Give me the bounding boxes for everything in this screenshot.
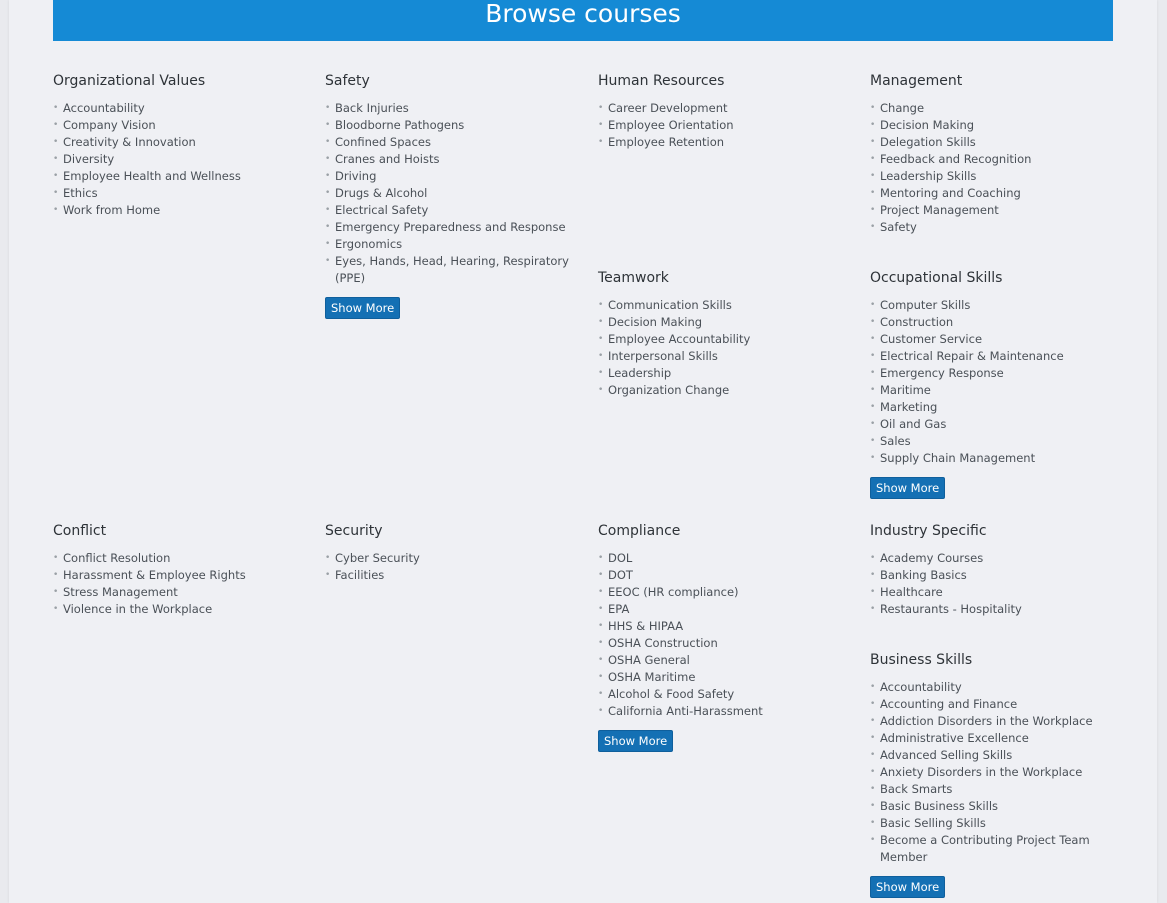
category-management bbox=[870, 72, 1115, 236]
course-link[interactable]: • OSHA Construction bbox=[598, 635, 843, 652]
course-link[interactable]: • DOT bbox=[598, 567, 843, 584]
category-title[interactable]: Organizational Values bbox=[53, 73, 206, 89]
course-link[interactable]: • Organization Change bbox=[598, 382, 843, 399]
category-business-skills bbox=[870, 651, 1115, 898]
category-title[interactable]: Compliance bbox=[598, 523, 681, 539]
course-link[interactable]: • Sales bbox=[870, 433, 1115, 450]
course-link[interactable]: • Work from Home bbox=[53, 202, 298, 219]
category-title[interactable]: Business Skills bbox=[870, 652, 973, 668]
course-link[interactable]: • Basic Business Skills bbox=[870, 798, 1115, 815]
category-security bbox=[325, 522, 570, 584]
course-link[interactable]: • Decision Making bbox=[598, 314, 843, 331]
course-list bbox=[870, 679, 1115, 866]
course-link[interactable]: • Ethics bbox=[53, 185, 298, 202]
show-more-button[interactable]: Show More bbox=[870, 876, 945, 898]
course-link[interactable]: • Confined Spaces bbox=[325, 134, 570, 151]
course-link[interactable]: • Interpersonal Skills bbox=[598, 348, 843, 365]
course-link[interactable]: • Basic Selling Skills bbox=[870, 815, 1115, 832]
category-conflict bbox=[53, 522, 298, 618]
course-link[interactable]: • DOL bbox=[598, 550, 843, 567]
course-link[interactable]: • Accountability bbox=[870, 679, 1115, 696]
course-link[interactable]: • Mentoring and Coaching bbox=[870, 185, 1115, 202]
course-link[interactable]: • Healthcare bbox=[870, 584, 1115, 601]
course-link[interactable]: • HHS & HIPAA bbox=[598, 618, 843, 635]
course-link[interactable]: • Become a Contributing Project Team Member bbox=[870, 832, 1115, 866]
category-compliance bbox=[598, 522, 843, 752]
category-occupational-skills bbox=[870, 269, 1115, 499]
course-link[interactable]: • Company Vision bbox=[53, 117, 298, 134]
course-link[interactable]: • Ergonomics bbox=[325, 236, 570, 253]
course-link[interactable]: • Facilities bbox=[325, 567, 570, 584]
course-link[interactable]: • Academy Courses bbox=[870, 550, 1115, 567]
course-link[interactable]: • Cranes and Hoists bbox=[325, 151, 570, 168]
category-title[interactable]: Conflict bbox=[53, 523, 107, 539]
course-link[interactable]: • Leadership Skills bbox=[870, 168, 1115, 185]
course-list bbox=[870, 297, 1115, 467]
course-list bbox=[53, 550, 298, 618]
course-link[interactable]: • Electrical Repair & Maintenance bbox=[870, 348, 1115, 365]
course-link[interactable]: • Safety bbox=[870, 219, 1115, 236]
category-title[interactable]: Safety bbox=[325, 73, 370, 89]
course-link[interactable]: • Change bbox=[870, 100, 1115, 117]
page-title: Browse courses bbox=[485, 0, 681, 28]
course-link[interactable]: • Emergency Response bbox=[870, 365, 1115, 382]
course-link[interactable]: • Oil and Gas bbox=[870, 416, 1115, 433]
course-link[interactable]: • Administrative Excellence bbox=[870, 730, 1115, 747]
category-organizational-values bbox=[53, 72, 298, 219]
category-title[interactable]: Industry Specific bbox=[870, 523, 987, 539]
course-link[interactable]: • Employee Orientation bbox=[598, 117, 843, 134]
course-link[interactable]: • Harassment & Employee Rights bbox=[53, 567, 298, 584]
course-link[interactable]: • Feedback and Recognition bbox=[870, 151, 1115, 168]
show-more-button[interactable]: Show More bbox=[325, 297, 400, 319]
course-list bbox=[870, 550, 1115, 618]
course-list bbox=[325, 550, 570, 584]
course-list bbox=[53, 100, 298, 219]
course-link[interactable]: • Employee Health and Wellness bbox=[53, 168, 298, 185]
course-link[interactable]: • Accounting and Finance bbox=[870, 696, 1115, 713]
course-link[interactable]: • Emergency Preparedness and Response bbox=[325, 219, 570, 236]
course-link[interactable]: • Employee Accountability bbox=[598, 331, 843, 348]
category-industry-specific bbox=[870, 522, 1115, 618]
course-link[interactable]: • Decision Making bbox=[870, 117, 1115, 134]
course-link[interactable]: • OSHA Maritime bbox=[598, 669, 843, 686]
course-link[interactable]: • Supply Chain Management bbox=[870, 450, 1115, 467]
course-link[interactable]: • Communication Skills bbox=[598, 297, 843, 314]
category-title[interactable]: Management bbox=[870, 73, 963, 89]
course-link[interactable]: • Back Smarts bbox=[870, 781, 1115, 798]
course-link[interactable]: • Accountability bbox=[53, 100, 298, 117]
course-link[interactable]: • California Anti-Harassment bbox=[598, 703, 843, 720]
course-link[interactable]: • Banking Basics bbox=[870, 567, 1115, 584]
course-list bbox=[325, 100, 570, 287]
category-title[interactable]: Teamwork bbox=[598, 270, 669, 286]
course-link[interactable]: • Anxiety Disorders in the Workplace bbox=[870, 764, 1115, 781]
course-link[interactable]: • Restaurants - Hospitality bbox=[870, 601, 1115, 618]
course-link[interactable]: • Construction bbox=[870, 314, 1115, 331]
course-link[interactable]: • Computer Skills bbox=[870, 297, 1115, 314]
course-link[interactable]: • Marketing bbox=[870, 399, 1115, 416]
course-link[interactable]: • Advanced Selling Skills bbox=[870, 747, 1115, 764]
course-link[interactable]: • Drugs & Alcohol bbox=[325, 185, 570, 202]
course-link[interactable]: • Violence in the Workplace bbox=[53, 601, 298, 618]
course-link[interactable]: • Creativity & Innovation bbox=[53, 134, 298, 151]
category-teamwork bbox=[598, 269, 843, 399]
course-link[interactable]: • Customer Service bbox=[870, 331, 1115, 348]
course-link[interactable]: • EEOC (HR compliance) bbox=[598, 584, 843, 601]
course-link[interactable]: • Leadership bbox=[598, 365, 843, 382]
category-title[interactable]: Security bbox=[325, 523, 383, 539]
course-list bbox=[598, 550, 843, 720]
course-list bbox=[598, 100, 843, 151]
course-link[interactable]: • Bloodborne Pathogens bbox=[325, 117, 570, 134]
show-more-button[interactable]: Show More bbox=[870, 477, 945, 499]
course-link[interactable]: • Delegation Skills bbox=[870, 134, 1115, 151]
category-title[interactable]: Human Resources bbox=[598, 73, 725, 89]
course-link[interactable]: • Conflict Resolution bbox=[53, 550, 298, 567]
page-container bbox=[9, 0, 1157, 903]
browse-courses-banner bbox=[53, 0, 1113, 41]
course-list bbox=[870, 100, 1115, 236]
course-link[interactable]: • Employee Retention bbox=[598, 134, 843, 151]
course-link[interactable]: • Career Development bbox=[598, 100, 843, 117]
course-link[interactable]: • Addiction Disorders in the Workplace bbox=[870, 713, 1115, 730]
course-link[interactable]: • Alcohol & Food Safety bbox=[598, 686, 843, 703]
course-link[interactable]: • Cyber Security bbox=[325, 550, 570, 567]
course-link[interactable]: • Electrical Safety bbox=[325, 202, 570, 219]
course-link[interactable]: • Eyes, Hands, Head, Hearing, Respiratory (PPE) bbox=[325, 253, 570, 287]
category-safety bbox=[325, 72, 570, 319]
course-link[interactable]: • Maritime bbox=[870, 382, 1115, 399]
course-link[interactable]: • Back Injuries bbox=[325, 100, 570, 117]
category-human-resources bbox=[598, 72, 843, 151]
course-link[interactable]: • EPA bbox=[598, 601, 843, 618]
course-list bbox=[598, 297, 843, 399]
category-title[interactable]: Occupational Skills bbox=[870, 270, 1003, 286]
course-link[interactable]: • Driving bbox=[325, 168, 570, 185]
course-link[interactable]: • Diversity bbox=[53, 151, 298, 168]
course-link[interactable]: • OSHA General bbox=[598, 652, 843, 669]
show-more-button[interactable]: Show More bbox=[598, 730, 673, 752]
course-link[interactable]: • Stress Management bbox=[53, 584, 298, 601]
course-link[interactable]: • Project Management bbox=[870, 202, 1115, 219]
